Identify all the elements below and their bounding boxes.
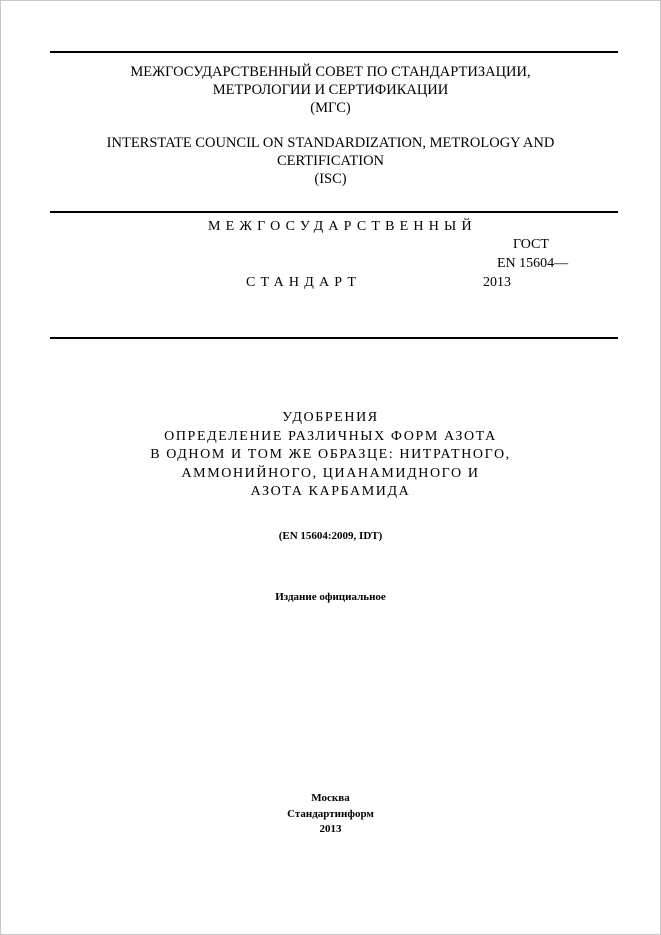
publisher-imprint: [0, 791, 661, 838]
title-line-5: АЗОТА КАРБАМИДА: [250, 484, 411, 499]
imprint-city: Москва: [311, 792, 350, 804]
edition-note: Издание официальное: [275, 591, 386, 603]
standard-type-line-1: МЕЖГОСУДАРСТВЕННЫЙ: [208, 219, 477, 234]
title-line-4: АММОНИЙНОГО, ЦИАНАМИДНОГО И: [181, 465, 480, 481]
council-name-english: [0, 134, 661, 188]
council-en-line-1: INTERSTATE COUNCIL ON STANDARDIZATION, METROLOGY AND: [106, 135, 555, 151]
title-line-1: УДОБРЕНИЯ: [282, 410, 379, 425]
middle-rule: [50, 211, 618, 213]
title-line-2: ОПРЕДЕЛЕНИЕ РАЗЛИЧНЫХ ФОРМ АЗОТА: [164, 428, 497, 444]
imprint-year: 2013: [319, 823, 342, 835]
equivalence-note: (EN 15604:2009, IDT): [278, 530, 383, 542]
gost-prefix: ГОСТ: [513, 237, 549, 252]
council-ru-line-3: (МГС): [310, 100, 351, 116]
title-line-3: В ОДНОМ И ТОМ ЖЕ ОБРАЗЦЕ: НИТРАТНОГО,: [150, 447, 511, 462]
top-rule: [50, 51, 618, 53]
imprint-publisher: Стандартинформ: [287, 807, 374, 820]
council-ru-line-2: МЕТРОЛОГИИ И СЕРТИФИКАЦИИ: [212, 82, 449, 98]
council-name-russian: [0, 63, 661, 117]
document-title: [0, 409, 661, 502]
council-en-line-3: (ISC): [314, 171, 347, 187]
bottom-rule: [50, 337, 618, 339]
gost-number: EN 15604—: [497, 256, 569, 271]
council-en-line-2: CERTIFICATION: [276, 153, 385, 169]
standard-type-line-2: СТАНДАРТ: [246, 275, 362, 290]
gost-year: 2013: [483, 275, 511, 290]
council-ru-line-1: МЕЖГОСУДАРСТВЕННЫЙ СОВЕТ ПО СТАНДАРТИЗАЦИИ,: [130, 64, 531, 80]
